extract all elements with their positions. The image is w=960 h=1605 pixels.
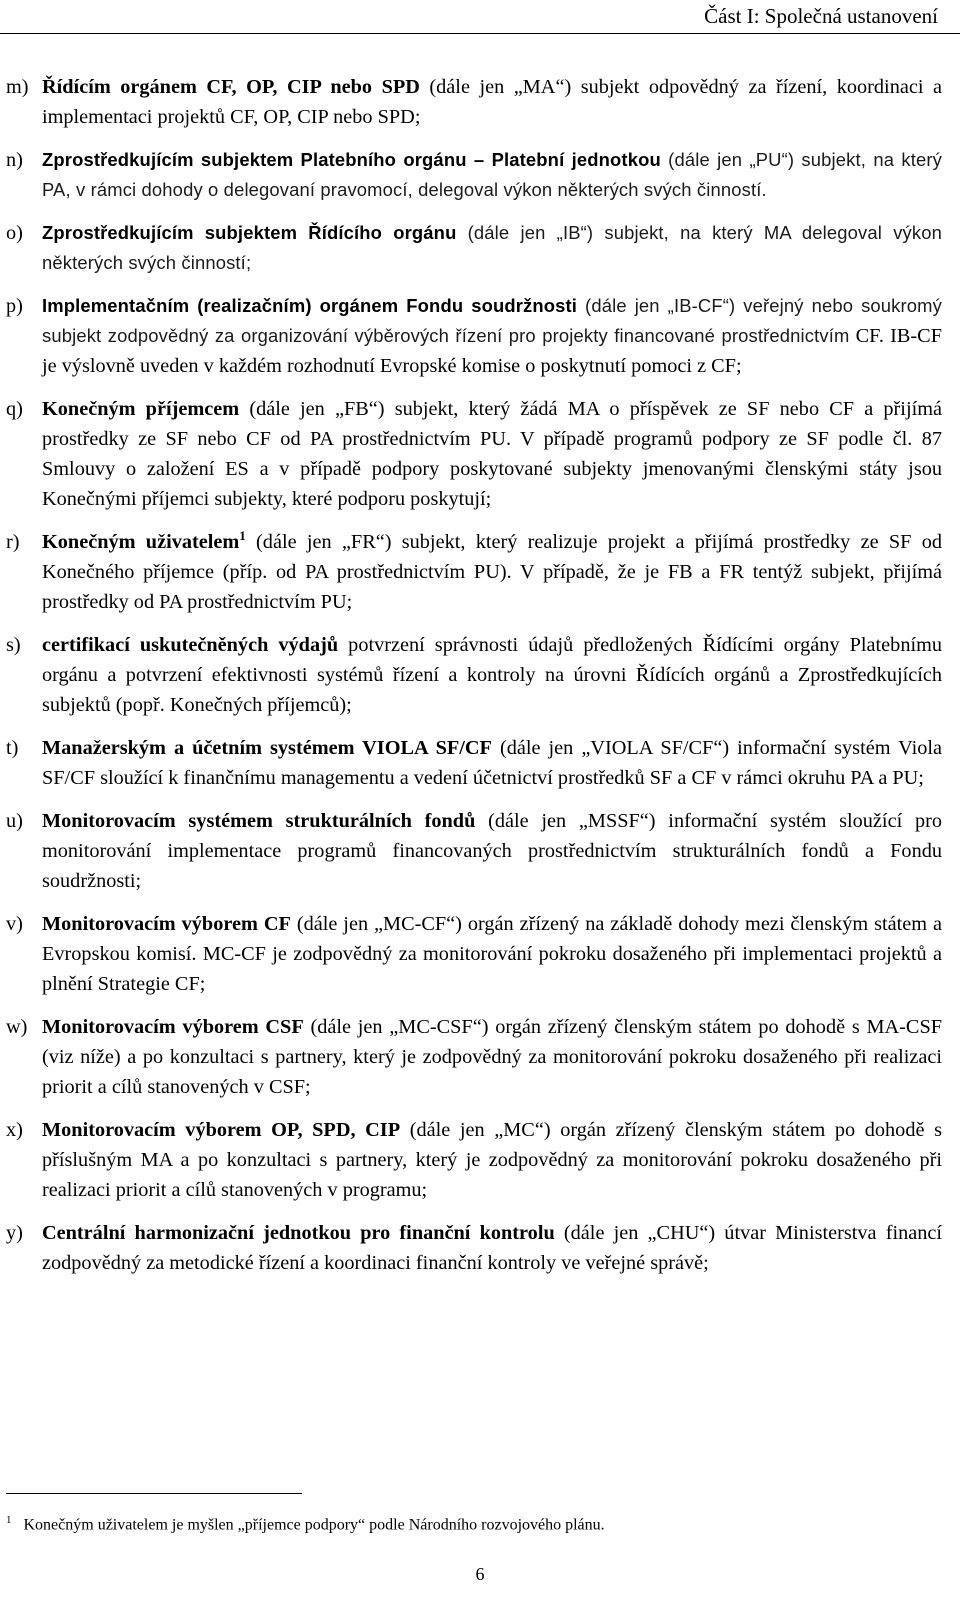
item-letter: s) xyxy=(6,634,21,656)
footnote xyxy=(6,1509,936,1536)
item-term: Monitorovacím systémem strukturálních fondů xyxy=(42,810,476,832)
page-header xyxy=(0,0,960,36)
definition-item-n xyxy=(6,145,942,205)
item-text: (dále jen „IB-CF“) veřejný nebo soukromý subjekt zodpovědný za organizování výběrových řízení pro projekty financované prostřednictvím xyxy=(42,295,942,346)
footnote-text: Konečným uživatelem je myšlen „příjemce podpory“ podle Národního rozvojového plánu. xyxy=(23,1516,605,1534)
item-text: (dále jen „MA“) subjekt odpovědný za řízení, koordinaci a implementaci projektů CF, OP, CIP nebo SPD; xyxy=(42,76,942,128)
definition-list xyxy=(6,72,942,1291)
item-text: (dále jen „CHU“) útvar Ministerstva financí zodpovědný za metodické řízení a koordinaci finanční kontroly ve veřejné správě; xyxy=(42,1222,943,1274)
item-term: Monitorovacím výborem CSF xyxy=(42,1016,304,1038)
header-title: Část I: Společná ustanovení xyxy=(704,4,938,28)
item-letter: v) xyxy=(6,913,23,935)
item-term: Řídícím orgánem CF, OP, CIP nebo SPD xyxy=(42,76,420,98)
definition-item-p xyxy=(6,291,942,381)
item-letter: n) xyxy=(6,149,23,171)
item-text: (dále jen „MC“) orgán zřízený členským státem po dohodě s příslušným MA a po konzultaci s partnery, který je zodpovědný za monitorování pokroku dosaženého při realizaci priorit a cílů stanovených v programu; xyxy=(42,1119,942,1201)
item-letter: x) xyxy=(6,1119,23,1141)
page-number: 6 xyxy=(475,1564,485,1584)
item-letter: t) xyxy=(6,737,19,759)
definition-item-r xyxy=(6,527,942,617)
header-rule xyxy=(0,33,960,34)
item-text: (dále jen „MC-CSF“) orgán zřízený členským státem po dohodě s MA-CSF (viz níže) a po konzultaci s partnery, který je zodpovědný za monitorování pokroku dosaženého při realizaci priorit a cílů stanovených v CSF; xyxy=(42,1016,943,1098)
item-letter: p) xyxy=(6,295,23,317)
definition-item-o xyxy=(6,218,942,278)
item-text: (dále jen „IB“) subjekt, na který MA delegoval výkon některých svých činností; xyxy=(42,222,942,273)
item-term: Konečným příjemcem xyxy=(42,398,240,420)
item-term: Zprostředkujícím subjektem Řídícího orgánu xyxy=(42,222,457,243)
item-term: Centrální harmonizační jednotkou pro finanční kontrolu xyxy=(42,1222,555,1244)
item-text: (dále jen „FR“) subjekt, který realizuje projekt a přijímá prostředky ze SF od Konečného příjemce (příp. od PA prostřednictvím PU). V případě, že je FB a FR tentýž subjekt, přijímá prostředky od PA prostřednictvím PU; xyxy=(42,531,942,613)
item-text: potvrzení správnosti údajů předložených Řídícími orgány Platebnímu orgánu a potvrzení efektivnosti systémů řízení a kontroly na úrovni Řídících orgánů a Zprostředkujících subjektů (popř. Konečných příjemců); xyxy=(42,634,943,716)
definition-item-v xyxy=(6,909,942,999)
item-letter: q) xyxy=(6,398,23,420)
definition-item-u xyxy=(6,806,942,896)
item-letter: m) xyxy=(6,76,29,98)
footnote-mark: 1 xyxy=(6,1514,12,1526)
item-letter: r) xyxy=(6,531,20,553)
item-term: Monitorovacím výborem CF xyxy=(42,913,291,935)
definition-item-t xyxy=(6,733,942,793)
footnote-reference[interactable]: 1 xyxy=(239,528,246,544)
item-letter: y) xyxy=(6,1222,23,1244)
item-letter: u) xyxy=(6,810,23,832)
item-text: (dále jen „MC-CF“) orgán zřízený na základě dohody mezi členským státem a Evropskou komisí. MC-CF je zodpovědný za monitorování pokroku dosaženého při implementaci projektů a plnění Strategie CF; xyxy=(42,913,942,995)
definition-item-q xyxy=(6,394,942,514)
item-term: Manažerským a účetním systémem VIOLA SF/CF xyxy=(42,737,492,759)
item-text: (dále jen „PU“) subjekt, na který PA, v rámci dohody o delegovaní pravomocí, delegoval výkon některých svých činností. xyxy=(42,149,942,200)
item-term: Implementačním (realizačním) orgánem Fondu soudržnosti xyxy=(42,295,578,316)
item-term: Konečným uživatelem xyxy=(42,531,240,553)
item-term: Monitorovacím výborem OP, SPD, CIP xyxy=(42,1119,401,1141)
item-term: Zprostředkujícím subjektem Platebního orgánu – Platební jednotkou xyxy=(42,149,661,170)
item-letter: o) xyxy=(6,222,23,244)
item-text-continued: CF. IB-CF je výslovně uveden v každém rozhodnutí Evropské komise o poskytnutí pomoci z CF; xyxy=(42,325,942,377)
item-text: (dále jen „MSSF“) informační systém sloužící pro monitorování implementace programů financovaných prostřednictvím strukturálních fondů a Fondu soudržnosti; xyxy=(42,810,942,892)
item-text: (dále jen „VIOLA SF/CF“) informační systém Viola SF/CF sloužící k finančnímu managementu a vedení účetnictví prostředků SF a CF v rámci okruhu PA a PU; xyxy=(42,737,942,789)
item-letter: w) xyxy=(6,1016,28,1038)
definition-item-m xyxy=(6,72,942,132)
item-text: (dále jen „FB“) subjekt, který žádá MA o příspěvek ze SF nebo CF a přijímá prostředky ze SF nebo CF od PA prostřednictvím PU. V případě programů podpory ze SF podle čl. 87 Smlouvy o založení ES a v případě podpory poskytované subjekty jmenovanými členskými státy jsou Konečnými příjemci subjekty, které podporu poskytují; xyxy=(42,398,942,510)
item-term: certifikací uskutečněných výdajů xyxy=(42,634,339,656)
definition-item-s xyxy=(6,630,942,720)
definition-item-w xyxy=(6,1012,942,1102)
footnote-separator xyxy=(6,1493,302,1494)
definition-item-x xyxy=(6,1115,942,1205)
definition-item-y xyxy=(6,1218,942,1278)
